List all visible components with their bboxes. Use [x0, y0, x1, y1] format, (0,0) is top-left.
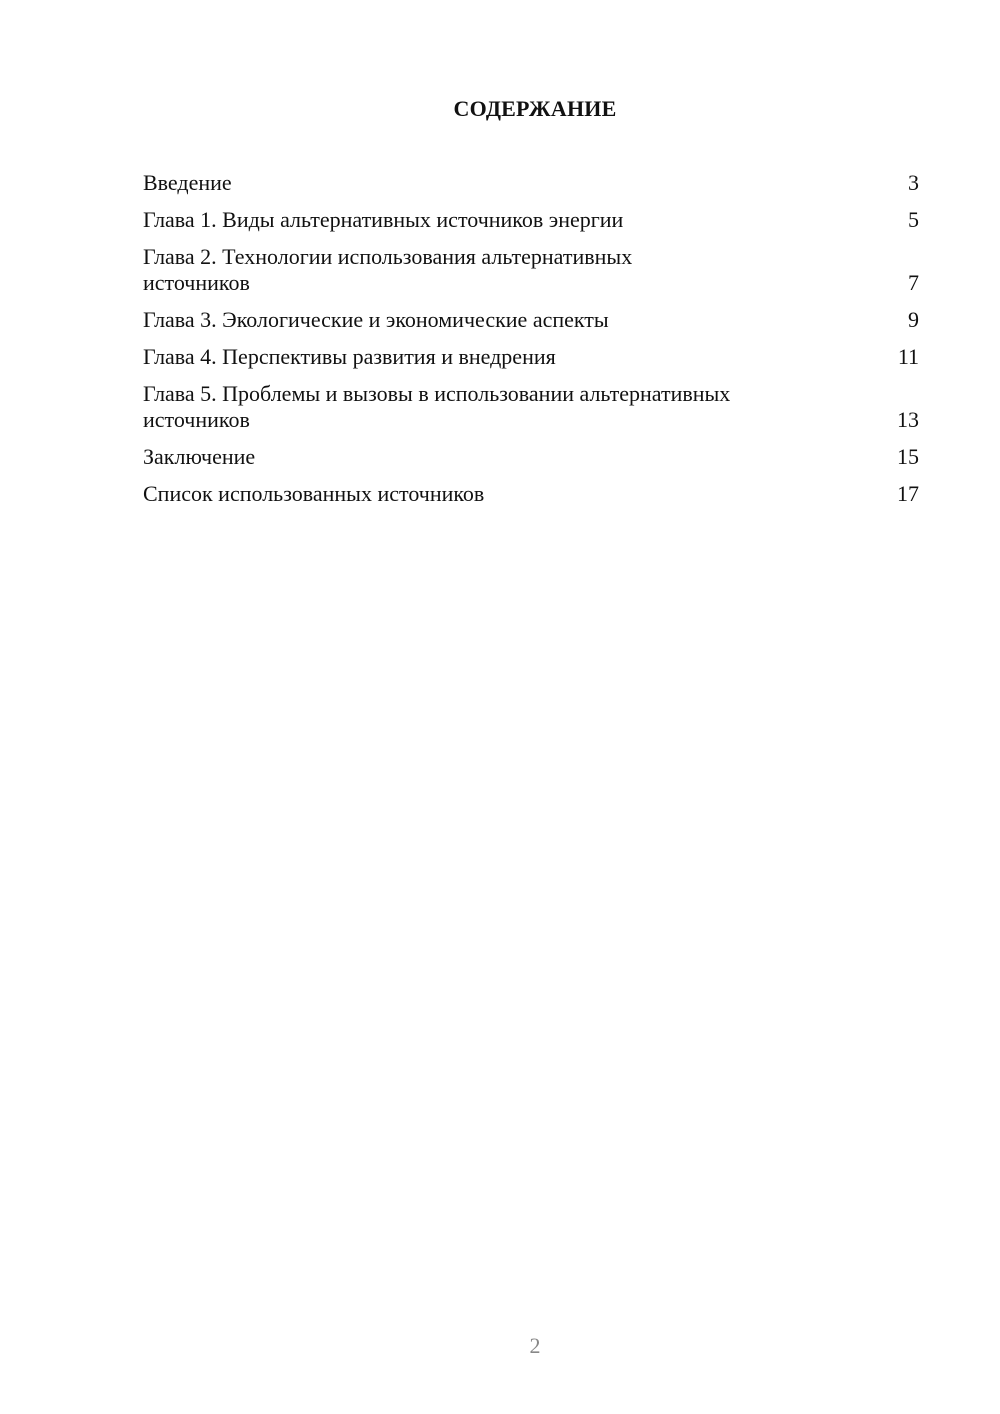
table-of-contents — [143, 170, 919, 518]
toc-entry-page: 9 — [908, 307, 919, 332]
toc-entry-chapter-1[interactable] — [143, 207, 919, 233]
toc-entry-label: Глава 1. Виды альтернативных источников энергии — [143, 207, 624, 232]
toc-entry-label: Глава 3. Экологические и экономические аспекты — [143, 307, 609, 332]
toc-entry-page: 7 — [908, 270, 919, 295]
toc-entry-page: 11 — [897, 344, 919, 369]
toc-entry-chapter-5[interactable] — [143, 381, 919, 433]
toc-entry-page: 5 — [908, 207, 919, 232]
toc-entry-label: Глава 2. Технологии использования альтернативных источников — [143, 244, 633, 295]
toc-entry-page: 13 — [897, 407, 919, 432]
toc-entry-label: Глава 5. Проблемы и вызовы в использовании альтернативных источников — [143, 381, 731, 432]
toc-entry-conclusion[interactable] — [143, 444, 919, 470]
toc-entry-label: Введение — [143, 170, 232, 195]
toc-entry-chapter-3[interactable] — [143, 307, 919, 333]
page-number: 2 — [529, 1333, 541, 1358]
toc-entry-chapter-4[interactable] — [143, 344, 919, 370]
toc-entry-page: 3 — [908, 170, 919, 195]
toc-entry-label: Заключение — [143, 444, 256, 469]
toc-entry-chapter-2[interactable] — [143, 244, 919, 296]
toc-entry-label: Список использованных источников — [143, 481, 485, 506]
page-title: СОДЕРЖАНИЕ — [453, 96, 617, 121]
toc-entry-page: 15 — [897, 444, 919, 469]
toc-entry-references[interactable] — [143, 481, 919, 507]
toc-entry-introduction[interactable] — [143, 170, 919, 196]
toc-entry-page: 17 — [897, 481, 919, 506]
toc-entry-label: Глава 4. Перспективы развития и внедрения — [143, 344, 556, 369]
